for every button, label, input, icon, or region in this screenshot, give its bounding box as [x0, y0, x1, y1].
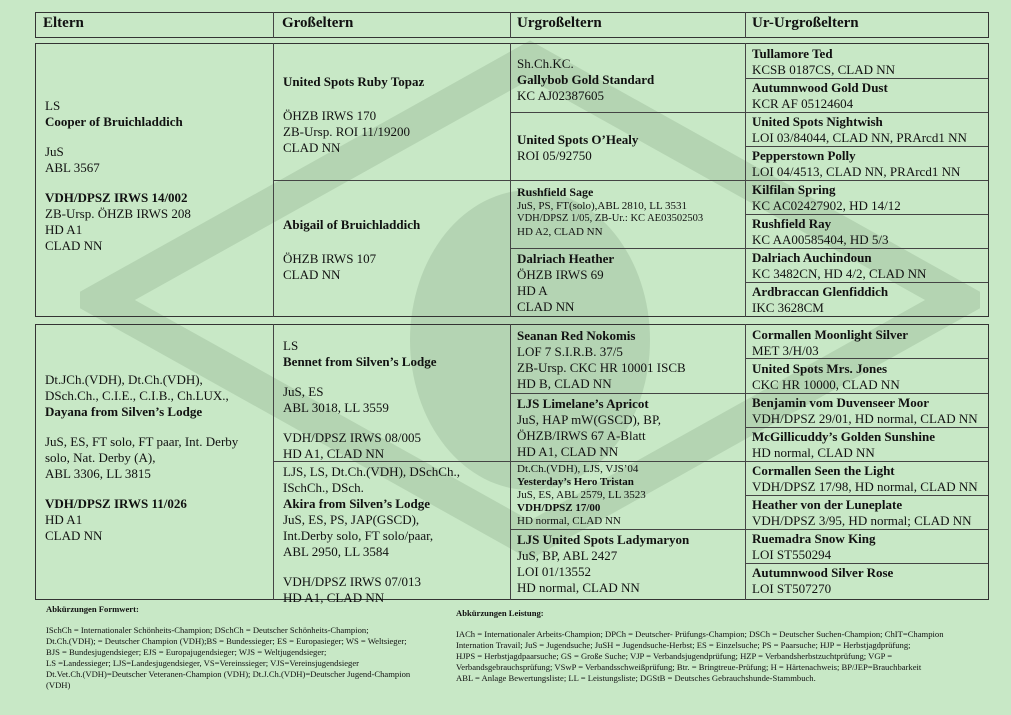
ggp-line: ROI 05/92750	[517, 148, 592, 163]
gp-name: Abigail of Bruichladdich	[283, 217, 421, 232]
ggp-line: JuS, HAP mW(GSCD), BP,	[517, 412, 661, 427]
sire-gggp-7	[752, 250, 926, 282]
gp-line: ABL 2950, LL 3584	[283, 544, 389, 559]
gp-line: ZB-Ursp. ROI 11/19200	[283, 124, 410, 139]
gp-line: JuS, ES, PS, JAP(GSCD),	[283, 512, 420, 527]
ggp-name: United Spots O’Healy	[517, 132, 639, 147]
legend-line: (VDH)	[46, 680, 71, 690]
sire-gggp-1	[752, 46, 895, 78]
sire-line: HD A1	[45, 222, 83, 237]
sire-gggp-6	[752, 216, 889, 248]
gggp-line: HD normal, CLAD NN	[752, 445, 875, 460]
ggp-line: HD B, CLAD NN	[517, 376, 612, 391]
gggp-line: VDH/DPSZ 29/01, HD normal, CLAD NN	[752, 411, 978, 426]
dam-gp-dam	[283, 464, 460, 606]
gggp-line: VDH/DPSZ 17/98, HD normal, CLAD NN	[752, 479, 978, 494]
sire-line: JuS	[45, 144, 64, 159]
gggp-name: Cormallen Moonlight Silver	[752, 327, 908, 342]
ggp-line: HD normal, CLAD NN	[517, 580, 640, 595]
gggp-line: MET 3/H/03	[752, 343, 819, 358]
dam-gggp-1	[752, 327, 908, 359]
ggp-line: HD normal, CLAD NN	[517, 515, 621, 527]
ggp-line: KC AJ02387605	[517, 88, 605, 103]
dam-title: DSch.Ch., C.I.E., C.I.B., Ch.LUX.,	[45, 388, 229, 403]
gp-line: ÖHZB IRWS 107	[283, 251, 377, 266]
legend-title: Abkürzungen Leistung:	[456, 608, 544, 618]
dam-gggp-5	[752, 463, 978, 495]
gggp-name: McGillicuddy’s Golden Sunshine	[752, 429, 936, 444]
dam-title: Dt.JCh.(VDH), Dt.Ch.(VDH),	[45, 372, 203, 387]
ggp-name: Yesterday’s Hero Tristan	[517, 476, 634, 488]
sire-ggp-1	[517, 56, 654, 104]
dam-line: VDH/DPSZ IRWS 11/026	[45, 496, 187, 511]
gp-name: United Spots Ruby Topaz	[283, 74, 425, 89]
legend-formwert	[46, 604, 410, 691]
ggp-line: VDH/DPSZ 1/05, ZB-Ur.: KC AE03502503	[517, 213, 704, 224]
gggp-name: Tullamore Ted	[752, 46, 833, 61]
dam-gggp-8	[752, 565, 893, 597]
sire-ggp-3	[517, 185, 703, 239]
gggp-line: KCR AF 05124604	[752, 96, 854, 111]
dam-ggp-4	[517, 532, 689, 596]
ggp-line: HD A1, CLAD NN	[517, 444, 619, 459]
ggp-name: Rushfield Sage	[517, 185, 594, 199]
gggp-line: IKC 3628CM	[752, 300, 824, 315]
gp-line: ISchCh., DSch.	[283, 480, 364, 495]
dam-ggp-3	[517, 463, 646, 528]
ggp-line: LOF 7 S.I.R.B. 37/5	[517, 344, 623, 359]
dam-gggp-2	[752, 361, 900, 393]
sire-parent	[45, 98, 191, 254]
legend-line: BJS = Bundesjugendsieger; EJS = Europajugendsieger; WJS = Weltjugendsieger;	[46, 647, 327, 657]
sire-line: VDH/DPSZ IRWS 14/002	[45, 190, 188, 205]
gp-line: Int.Derby solo, FT solo/paar,	[283, 528, 434, 543]
gggp-name: United Spots Nightwish	[752, 114, 883, 129]
gp-line: HD A1, CLAD NN	[283, 590, 385, 605]
legend-line: ISchCh = Internationaler Schönheits-Champion; DSchCh = Deutscher Schönheits-Champion;	[46, 625, 369, 635]
ggp-line: Dt.Ch.(VDH), LJS, VJS’04	[517, 463, 639, 475]
legend-line: LS =Landessieger; LJS=Landesjugendsieger, VS=Vereinssieger; VJS=Vereinsjugendsieger	[46, 658, 359, 668]
gggp-line: VDH/DPSZ 3/95, HD normal; CLAD NN	[752, 513, 972, 528]
ggp-line: CLAD NN	[517, 299, 575, 314]
gggp-name: Autumnwood Gold Dust	[752, 80, 888, 95]
gggp-line: KC AA00585404, HD 5/3	[752, 232, 889, 247]
gp-line: VDH/DPSZ IRWS 08/005	[283, 430, 421, 445]
sire-name: Cooper of Bruichladdich	[45, 114, 183, 129]
dam-parent	[45, 372, 238, 544]
legend-line: Dt.Vet.Ch.(VDH)=Deutscher Veteranen-Champion (VDH); Dt.J.Ch.(VDH)=Deutscher Jugend-Champion	[46, 669, 411, 679]
sire-gggp-2	[752, 80, 888, 112]
dam-line: CLAD NN	[45, 528, 103, 543]
dam-gggp-6	[752, 497, 972, 529]
gggp-name: Rushfield Ray	[752, 216, 832, 231]
ggp-line: ZB-Ursp. CKC HR 10001 ISCB	[517, 360, 686, 375]
header-great-grandparents: Urgroßeltern	[517, 15, 602, 31]
header-great-great-grandparents: Ur-Urgroßeltern	[752, 15, 859, 31]
sire-gp-sire	[283, 74, 424, 156]
header-grandparents: Großeltern	[282, 15, 354, 31]
legend-line: IACh = Internationaler Arbeits-Champion; DPCh = Deutscher- Prüfungs-Champion; DSCh = Deutscher Suchen-Champion; ChIT=Champion	[456, 629, 944, 639]
gp-line: CLAD NN	[283, 140, 341, 155]
gp-line: HD A1, CLAD NN	[283, 446, 385, 461]
gp-line: VDH/DPSZ IRWS 07/013	[283, 574, 421, 589]
ggp-line: JuS, ES, ABL 2579, LL 3523	[517, 489, 646, 501]
gggp-line: LOI ST550294	[752, 547, 832, 562]
dam-line: solo, Nat. Derby (A),	[45, 450, 156, 465]
ggp-name: LJS Limelane’s Apricot	[517, 396, 649, 411]
ggp-name: Dalriach Heather	[517, 251, 615, 266]
sire-ggp-2	[517, 132, 638, 164]
dam-gp-sire	[283, 338, 436, 462]
gggp-name: Pepperstown Polly	[752, 148, 856, 163]
sire-gggp-3	[752, 114, 967, 146]
legend-leistung	[456, 608, 944, 684]
gp-line: ABL 3018, LL 3559	[283, 400, 389, 415]
dam-gggp-4	[752, 429, 935, 461]
sire-title: LS	[45, 98, 61, 113]
gggp-name: Benjamin vom Duvenseer Moor	[752, 395, 930, 410]
gggp-name: Ardbraccan Glenfiddich	[752, 284, 889, 299]
gggp-line: LOI 03/84044, CLAD NN, PRArcd1 NN	[752, 130, 967, 145]
gp-name: Bennet from Silven’s Lodge	[283, 354, 437, 369]
ggp-line: HD A2, CLAD NN	[517, 225, 603, 238]
gggp-line: KCSB 0187CS, CLAD NN	[752, 62, 896, 77]
ggp-line: VDH/DPSZ 17/00	[517, 502, 601, 514]
header-parents: Eltern	[43, 15, 84, 31]
ggp-line: ÖHZB/IRWS 67 A-Blatt	[517, 428, 646, 443]
gp-line: ÖHZB IRWS 170	[283, 108, 377, 123]
sire-gggp-8	[752, 284, 888, 316]
legend-line: Verbandsgebrauchsprüfung; VSwP = Verbandsschweißprüfung; Btr. = Bringtreue-Prüfung; H = Härtenachweis; BP/JEP=Brauchbarkeit	[456, 662, 922, 672]
sire-line: ABL 3567	[45, 160, 100, 175]
dam-line: JuS, ES, FT solo, FT paar, Int. Derby	[45, 434, 239, 449]
dam-name: Dayana from Silven’s Lodge	[45, 404, 203, 419]
ggp-line: LOI 01/13552	[517, 564, 592, 579]
sire-ggp-4	[517, 251, 614, 315]
gggp-name: Cormallen Seen the Light	[752, 463, 895, 478]
ggp-name: Gallybob Gold Standard	[517, 72, 655, 87]
dam-line: HD A1	[45, 512, 83, 527]
ggp-name: Seanan Red Nokomis	[517, 328, 636, 343]
dam-ggp-1	[517, 328, 686, 392]
legend-line: HJPS = Herbstjagdpaarsuche; GS = Große Suche; VJP = Verbandsjugendprüfung; HZP = Verbandsherbstzuchtprüfung; VGP =	[456, 651, 893, 661]
legend-line: Dt.Ch.(VDH); = Deutscher Champion (VDH);BS = Bundessieger; ES = Europasieger; WS = Weltsieger;	[46, 636, 407, 646]
sire-gggp-5	[752, 182, 901, 214]
gggp-line: KC AC02427902, HD 14/12	[752, 198, 901, 213]
ggp-line: HD A	[517, 283, 548, 298]
sire-gp-dam	[283, 217, 420, 283]
gp-line: JuS, ES	[283, 384, 324, 399]
sire-gggp-4	[752, 148, 960, 180]
gggp-name: United Spots Mrs. Jones	[752, 361, 888, 376]
legend-line: ABL = Anlage Bewertungsliste; LL = Leistungsliste; DGStB = Deutsches Gebrauchshunde-Stammbuch.	[456, 673, 816, 683]
dam-gggp-7	[752, 531, 876, 563]
ggp-name: LJS United Spots Ladymaryon	[517, 532, 690, 547]
gp-line: LJS, LS, Dt.Ch.(VDH), DSchCh.,	[283, 464, 460, 479]
gggp-line: LOI ST507270	[752, 581, 832, 596]
gggp-name: Heather von der Luneplate	[752, 497, 903, 512]
legend-title: Abkürzungen Formwert:	[46, 604, 139, 614]
dam-ggp-2	[517, 396, 661, 460]
sire-line: CLAD NN	[45, 238, 103, 253]
gggp-line: LOI 04/4513, CLAD NN, PRArcd1 NN	[752, 164, 961, 179]
dam-gggp-3	[752, 395, 978, 427]
gggp-name: Kilfilan Spring	[752, 182, 836, 197]
gggp-name: Dalriach Auchindoun	[752, 250, 872, 265]
legend-line: Internation Travail; JuS = Jugendsuche; JuSH = Jugendsuche-Herbst; ES = Einzelsuche; PS = Paarsuche; HJP = Herbstjagdprüfung;	[456, 640, 911, 650]
sire-line: ZB-Ursp. ÖHZB IRWS 208	[45, 206, 191, 221]
gp-line: LS	[283, 338, 299, 353]
ggp-line: Sh.Ch.KC.	[517, 56, 574, 71]
gp-line: CLAD NN	[283, 267, 341, 282]
ggp-line: JuS, BP, ABL 2427	[517, 548, 618, 563]
gggp-line: KC 3482CN, HD 4/2, CLAD NN	[752, 266, 927, 281]
gggp-line: CKC HR 10000, CLAD NN	[752, 377, 900, 392]
gggp-name: Autumnwood Silver Rose	[752, 565, 894, 580]
ggp-line: JuS, PS, FT(solo),ABL 2810, LL 3531	[517, 200, 688, 212]
gp-name: Akira from Silven’s Lodge	[283, 496, 430, 511]
ggp-line: ÖHZB IRWS 69	[517, 267, 604, 282]
gggp-name: Ruemadra Snow King	[752, 531, 876, 546]
dam-line: ABL 3306, LL 3815	[45, 466, 151, 481]
